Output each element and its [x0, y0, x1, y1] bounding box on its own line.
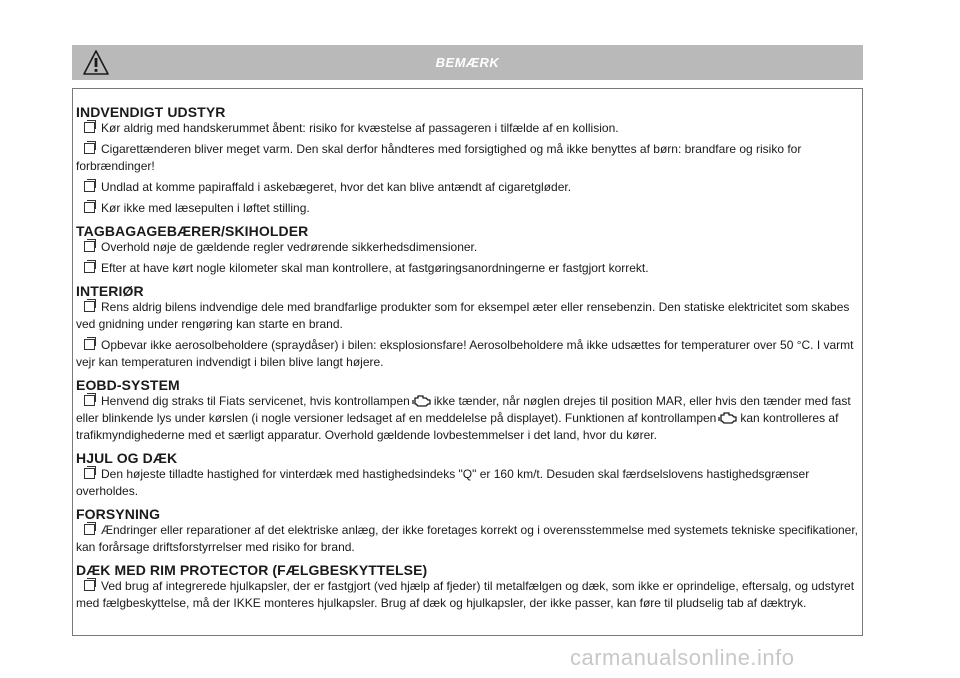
section-forsyning — [76, 506, 858, 556]
checkbox-bullet-icon — [84, 122, 95, 133]
list-item: Kør ikke med læsepulten i løftet stilling. — [76, 200, 858, 217]
notice-content — [76, 104, 858, 618]
warning-banner — [72, 45, 863, 80]
section-title: TAGBAGAGEBÆRER/SKIHOLDER — [76, 223, 309, 239]
engine-warning-light-icon — [412, 394, 432, 407]
list-item: Opbevar ikke aerosolbeholdere (spraydåser) i bilen: eksplosionsfare! Aerosolbeholdere må ikke udsættes for temperaturer over 50 °C. I varmt vejr kan temperaturen indvendigt i bilen blive langt højere. — [76, 338, 854, 369]
checkbox-bullet-icon — [84, 524, 95, 535]
list-item: Overhold nøje de gældende regler vedrørende sikkerhedsdimensioner. — [76, 239, 858, 256]
list-item: Den højeste tilladte hastighed for vinterdæk med hastighedsindeks "Q" er 160 km/t. Desuden skal færdselslovens hastighedsgrænser overholdes. — [76, 467, 810, 498]
section-title: EOBD-SYSTEM — [76, 377, 180, 393]
checkbox-bullet-icon — [84, 202, 95, 213]
section-tagbagagebaerer — [76, 223, 858, 277]
list-item: Efter at have kørt nogle kilometer skal man kontrollere, at fastgøringsanordningerne er fastgjort korrekt. — [76, 260, 858, 277]
section-indvendigt-udstyr — [76, 104, 858, 217]
list-item: Rens aldrig bilens indvendige dele med brandfarlige produkter som for eksempel æter eller rensebenzin. Den statiske elektricitet som skabes ved gnidning under rengøring kan starte en brand. — [76, 300, 850, 331]
checkbox-bullet-icon — [84, 143, 95, 154]
section-title: HJUL OG DÆK — [76, 450, 178, 466]
section-interioer — [76, 283, 858, 371]
checkbox-bullet-icon — [84, 395, 95, 406]
list-item: Undlad at komme papiraffald i askebægeret, hvor det kan blive antændt af cigaretgløder. — [76, 179, 858, 196]
checkbox-bullet-icon — [84, 241, 95, 252]
checkbox-bullet-icon — [84, 262, 95, 273]
list-item: Kør aldrig med handskerummet åbent: risiko for kvæstelse af passageren i tilfælde af en kollision. — [76, 120, 858, 137]
checkbox-bullet-icon — [84, 181, 95, 192]
list-item: Henvend dig straks til Fiats servicenet, hvis kontrollampen ikke tænder, når nøglen drejes til position MAR, eller hvis den tænder med fast eller blinkende lys under kørslen (i nogle versioner ledsaget af en meddelelse på displayet). Funktionen af kontrollampen kan kontrolleres af trafikmyndighederne med et særligt apparatur. Overhold gældende lovbestemmelser i det land, hvor du kører. — [76, 394, 851, 442]
list-item: Cigarettænderen bliver meget varm. Den skal derfor håndteres med forsigtighed og må ikke benyttes af børn: brandfare og risiko for forbrændinger! — [76, 142, 802, 173]
list-item: Ændringer eller reparationer af det elektriske anlæg, der ikke foretages korrekt og i overensstemmelse med systemets tekniske specifikationer, kan forårsage driftsforstyrrelser med risiko for brand. — [76, 523, 859, 554]
list-item: Ved brug af integrerede hjulkapsler, der er fastgjort (ved hjælp af fjeder) til metalfælgen og dæk, som ikke er oprindelige, eftersalg, og udstyret med fælgbeskyttelse, må der IKKE monteres hjulkapsler. Brug af dæk og hjulkapsler, der ikke passer, kan føre til pludselig tab af dæktryk. — [76, 579, 855, 610]
section-rim-protector — [76, 562, 858, 612]
checkbox-bullet-icon — [84, 339, 95, 350]
section-title: INTERIØR — [76, 283, 144, 299]
section-hjul-og-daek — [76, 450, 858, 500]
engine-warning-light-icon — [718, 411, 738, 424]
section-title: DÆK MED RIM PROTECTOR (FÆLGBESKYTTELSE) — [76, 562, 428, 578]
watermark: carmanualsonline.info — [570, 645, 795, 670]
checkbox-bullet-icon — [84, 301, 95, 312]
section-eobd-system — [76, 377, 858, 444]
checkbox-bullet-icon — [84, 468, 95, 479]
checkbox-bullet-icon — [84, 580, 95, 591]
section-title: INDVENDIGT UDSTYR — [76, 104, 226, 120]
banner-title: BEMÆRK — [435, 55, 500, 70]
section-title: FORSYNING — [76, 506, 161, 522]
